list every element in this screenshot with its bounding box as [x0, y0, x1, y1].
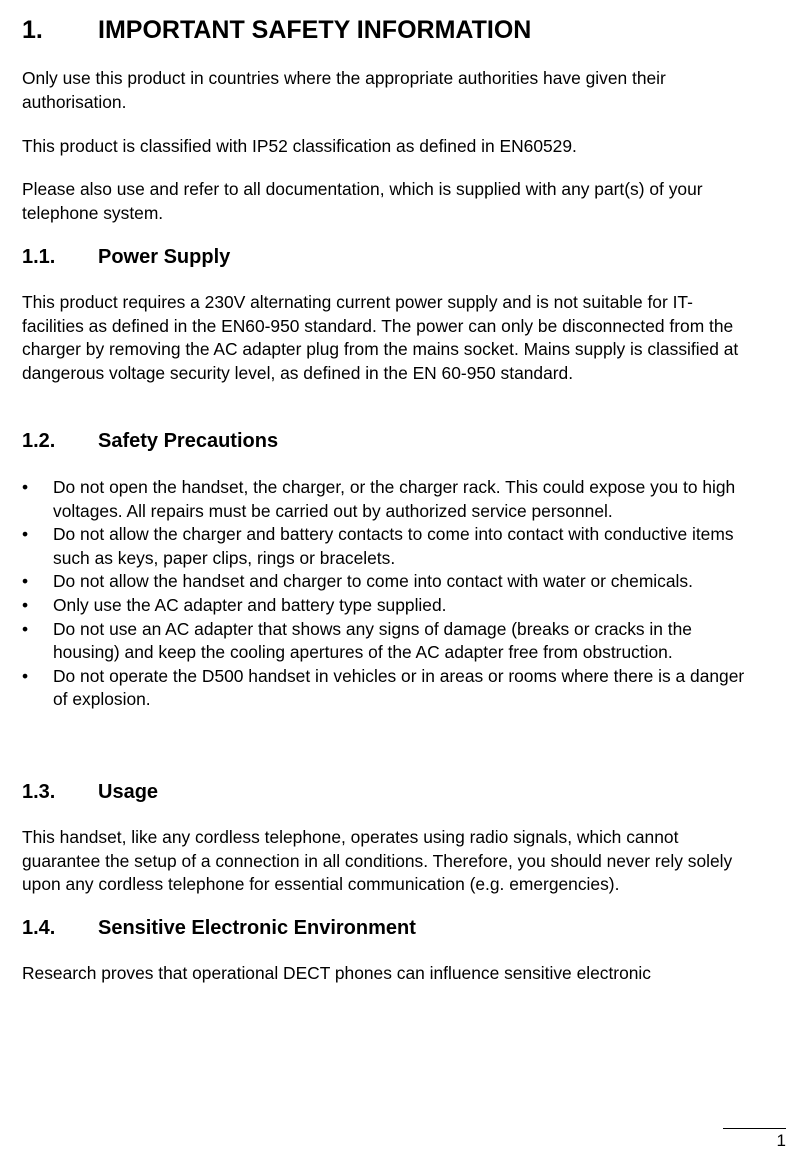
section-title: Safety Precautions: [98, 430, 279, 452]
list-item-text: Only use the AC adapter and battery type supplied.: [53, 594, 447, 615]
list-item: [22, 665, 750, 712]
list-item: [22, 570, 750, 594]
power-supply-paragraph: This product requires a 230V alternating current power supply and is not suitable for IT-facilities as defined in the EN60-950 standard. The power can only be disconnected from the charger by removing the AC adapter plug from the mains socket. Mains supply is classified at dangerous voltage security level, as defined in the EN 60-950 standard.: [22, 292, 739, 383]
safety-precautions-list: [22, 476, 750, 712]
page-number: 1: [776, 1131, 786, 1150]
list-item: [22, 476, 750, 523]
section-title: Power Supply: [98, 246, 231, 268]
intro-paragraph-documentation: Please also use and refer to all documentation, which is supplied with any part(s) of your telephone system.: [22, 179, 703, 223]
list-item: [22, 594, 750, 618]
section-number: 1.4.: [22, 917, 56, 939]
main-heading-title: IMPORTANT SAFETY INFORMATION: [98, 16, 532, 44]
bullet-icon: •: [22, 571, 29, 592]
list-item-text: Do not open the handset, the charger, or the charger rack. This could expose you to high voltages. All repairs must be carried out by authorized service personnel.: [53, 477, 736, 521]
usage-paragraph: This handset, like any cordless telephone, operates using radio signals, which cannot guarantee the setup of a connection in all conditions. Therefore, you should never rely solely upon any cordless telephone for essential communication (e.g. emergencies).: [22, 827, 733, 895]
list-item: [22, 523, 750, 570]
section-number: 1.2.: [22, 430, 56, 452]
bullet-icon: •: [22, 618, 29, 639]
bullet-icon: •: [22, 477, 29, 497]
list-item-text: Do not allow the handset and charger to come into contact with water or chemicals.: [53, 571, 693, 592]
intro-paragraph-authorisation: Only use this product in countries where the appropriate authorities have given their authorisation.: [22, 68, 666, 112]
bullet-icon: •: [22, 665, 29, 686]
bullet-icon: •: [22, 594, 29, 615]
list-item-text: Do not use an AC adapter that shows any signs of damage (breaks or cracks in the housing) and keep the cooling apertures of the AC adapter free from obstruction.: [53, 618, 692, 663]
main-heading-number: 1.: [22, 16, 43, 44]
section-title: Usage: [98, 781, 159, 803]
list-item-text: Do not operate the D500 handset in vehicles or in areas or rooms where there is a danger of explosion.: [53, 665, 745, 710]
list-item-text: Do not allow the charger and battery contacts to come into contact with conductive items such as keys, paper clips, rings or bracelets.: [53, 524, 734, 568]
section-title: Sensitive Electronic Environment: [98, 917, 416, 939]
sensitive-environment-paragraph: Research proves that operational DECT phones can influence sensitive electronic: [22, 963, 651, 983]
intro-paragraph-ip52: This product is classified with IP52 classification as defined in EN60529.: [22, 136, 577, 156]
section-number: 1.3.: [22, 781, 56, 803]
list-item: [22, 618, 750, 665]
bullet-icon: •: [22, 524, 29, 545]
section-number: 1.1.: [22, 246, 56, 268]
footer-divider: [723, 1128, 786, 1129]
